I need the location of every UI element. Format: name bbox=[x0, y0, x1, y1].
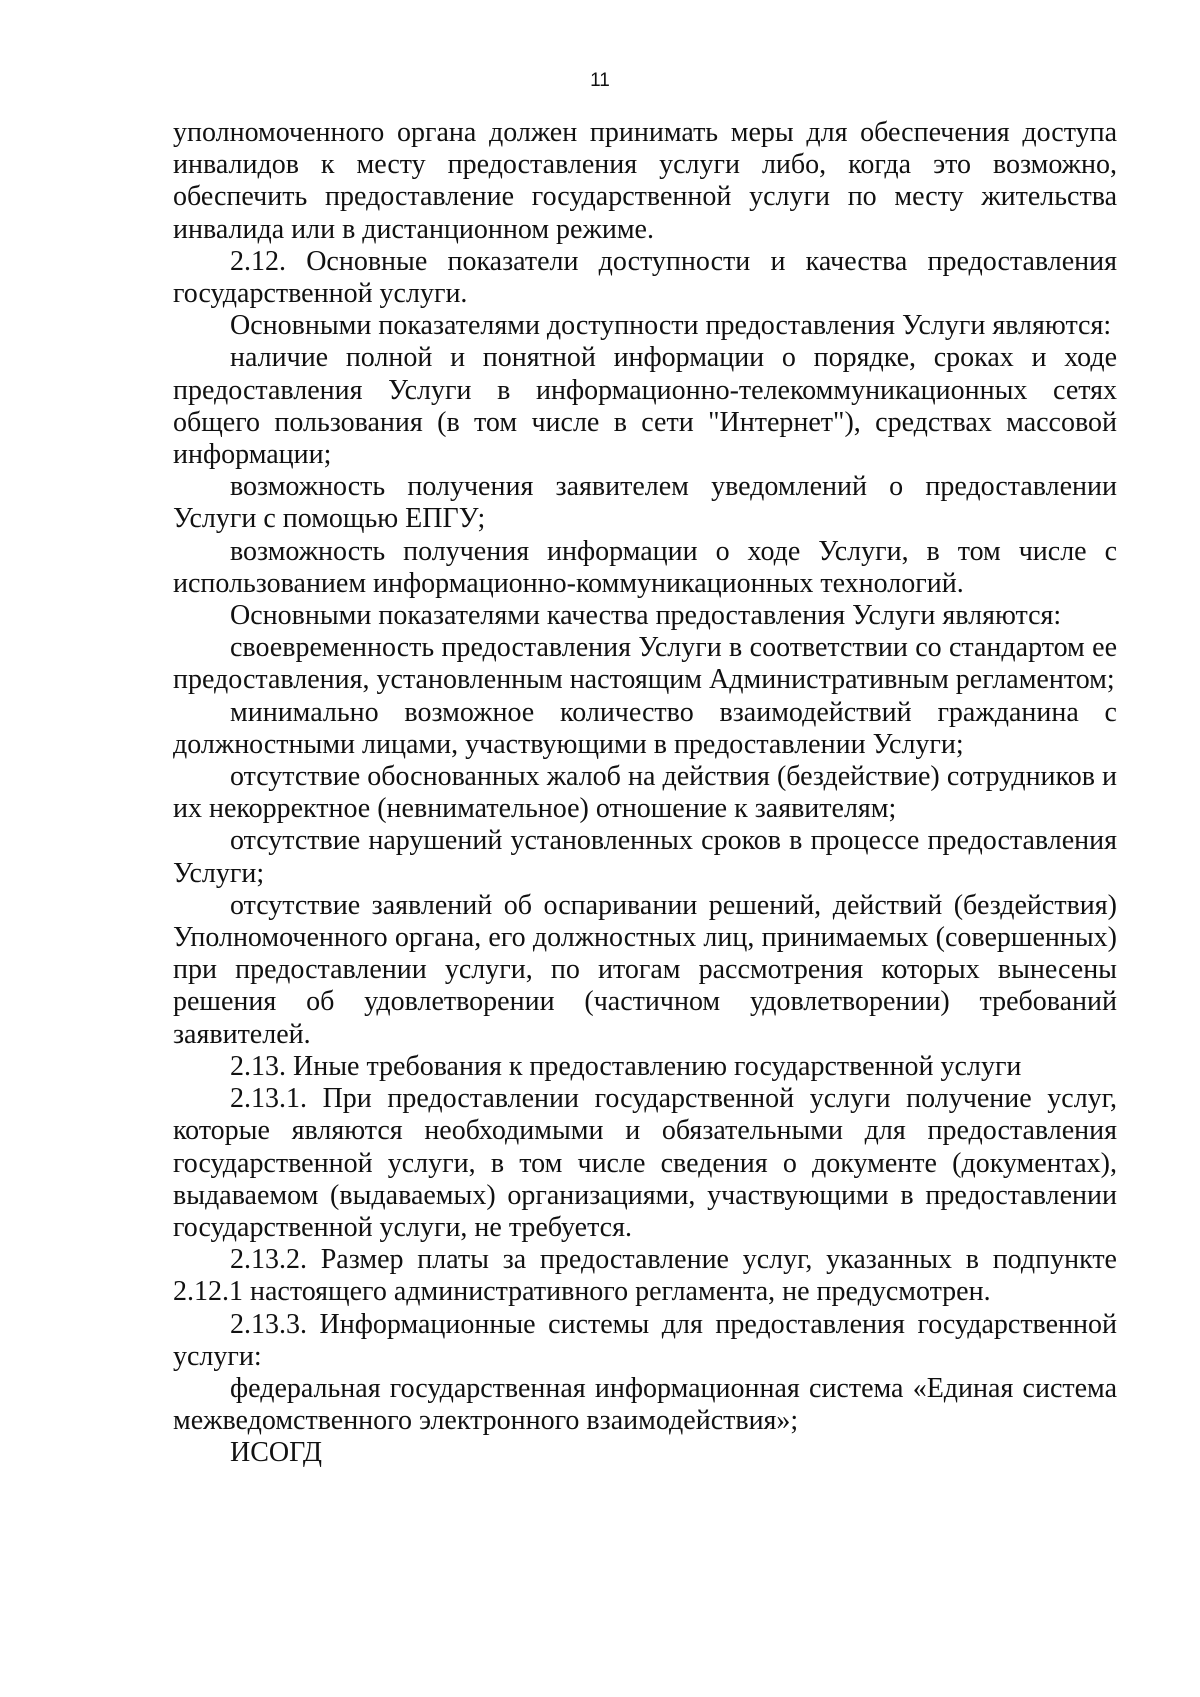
paragraph: 2.12. Основные показатели доступности и качества предоставления государственной услуги. bbox=[173, 245, 1117, 310]
paragraph: отсутствие нарушений установленных сроков в процессе предоставления Услуги; bbox=[173, 825, 1117, 889]
paragraph: возможность получения заявителем уведомлений о предоставлении Услуги с помощью ЕПГУ; bbox=[173, 471, 1117, 535]
section-heading: 2.13. Иные требования к предоставлению государственной услуги bbox=[230, 1050, 1022, 1082]
paragraph: минимально возможное количество взаимодействий гражданина с должностными лицами, участвующими в предоставлении Услуги; bbox=[173, 696, 1117, 760]
document-body bbox=[173, 117, 1117, 1470]
paragraph: возможность получения информации о ходе Услуги, в том числе с использованием информационно-коммуникационных технологий. bbox=[173, 535, 1117, 599]
paragraph: отсутствие заявлений об оспаривании решений, действий (бездействия) Уполномоченного органа, его должностных лиц, принимаемых (совершенных) при предоставлении услуги, по итогам рассмотрения которых вынесены решения об удовлетворении (частичном удовлетворении) требований заявителей. bbox=[173, 889, 1117, 1050]
paragraph: федеральная государственная информационная система «Единая система межведомственного электронного взаимодействия»; bbox=[173, 1372, 1117, 1437]
paragraph: Основными показателями доступности предоставления Услуги являются: bbox=[230, 310, 1112, 342]
paragraph: Основными показателями качества предоставления Услуги являются: bbox=[230, 600, 1062, 632]
paragraph: своевременность предоставления Услуги в соответствии со стандартом ее предоставления, установленным настоящим Административным регламентом; bbox=[173, 632, 1117, 696]
paragraph: ИСОГД bbox=[230, 1437, 322, 1469]
paragraph: 2.13.2. Размер платы за предоставление услуг, указанных в подпункте 2.12.1 настоящего административного регламента, не предусмотрен. bbox=[173, 1244, 1117, 1308]
paragraph: 2.13.3. Информационные системы для предоставления государственной услуги: bbox=[173, 1308, 1117, 1372]
paragraph: уполномоченного органа должен принимать меры для обеспечения доступа инвалидов к месту предоставления услуги либо, когда это возможно, обеспечить предоставление государственной услуги по месту жительства инвалида или в дистанционном режиме. bbox=[173, 117, 1117, 245]
paragraph: наличие полной и понятной информации о порядке, сроках и ходе предоставления Услуги в информационно-телекоммуникационных сетях общего пользования (в том числе в сети "Интернет"), средствах массовой информации; bbox=[173, 342, 1117, 471]
paragraph: отсутствие обоснованных жалоб на действия (бездействие) сотрудников и их некорректное (невнимательное) отношение к заявителям; bbox=[173, 761, 1117, 825]
paragraph: 2.13.1. При предоставлении государственной услуги получение услуг, которые являются необходимыми и обязательными для предоставления государственной услуги, в том числе сведения о документе (документах), выдаваемом (выдаваемых) организациями, участвующими в предоставлении государственной услуги, не требуется. bbox=[173, 1083, 1117, 1243]
page-number: 11 bbox=[590, 70, 610, 91]
